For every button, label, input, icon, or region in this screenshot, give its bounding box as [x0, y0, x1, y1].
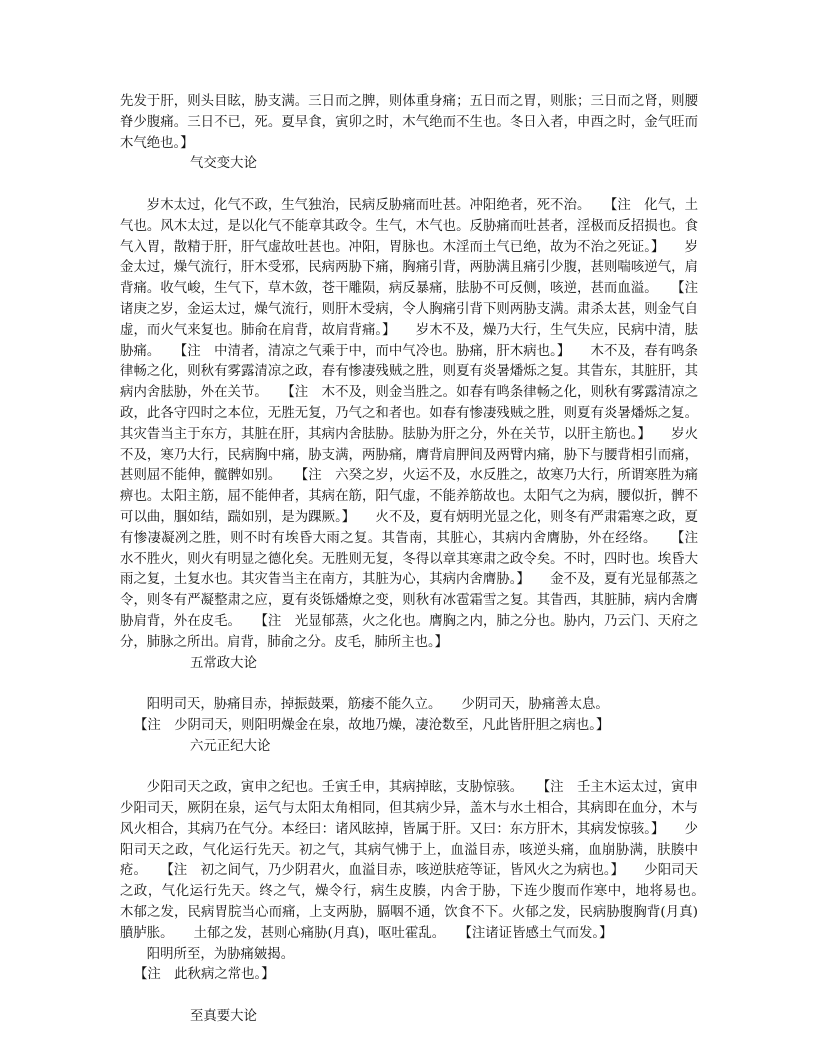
- paragraph-intro: 先发于肝，则头目眩，胁支满。三日而之脾，则体重身痛；五日而之胃，则胀；三日而之肾，则腰脊少腹痛。三日不已，死。夏早食，寅卯之时，木气绝而不生也。冬日入者，申酉之时，金气旺而木气绝也。】: [120, 94, 698, 151]
- paragraph-wuchangzheng: 阳明司天，胁痛目赤，掉振鼓栗，筋痿不能久立。 少阴司天，胁痛善太息。: [146, 697, 609, 713]
- note-yangming: 【注 此秋病之常也。】: [134, 967, 275, 983]
- paragraph-yangming: 阳明所至，为胁痛皴揭。: [146, 946, 295, 962]
- section-heading-liuyuanzhengji: 六元正纪大论: [190, 738, 271, 754]
- document-page: [120, 92, 725, 1028]
- section-heading-qijiaobian: 气交变大论: [190, 156, 257, 172]
- paragraph-qijiaobian: 岁木太过，化气不政，生气独治，民病反胁痛而吐甚。冲阳绝者，死不治。 【注 化气，土气也。风木太过，是以化气不能章其政令。生气，木气也。反胁痛而吐甚者，淫极而反招损也。食气入胃，散精于肝，肝气虚故吐甚也。冲阳，胃脉也。木淫而土气已绝，故为不治之死证。】 岁金太过，燥气流行，肝木受邪，民病两胁下痛，胸痛引背，两胁满且痛引少腹，甚则喘咳逆气，肩背痛。收气峻，生气下，草木敛，苍干雕陨，病反暴痛，胠胁不可反侧，咳逆，甚而血溢。 【注 诸庚之岁，金运太过，燥气流行，则肝木受病，令人胸痛引背下则两胁支满。肃杀太甚，则金气自虚，而火气来复也。肺俞在肩背，故肩背痛。】 岁木不及，燥乃大行，生气失应，民病中清，胠胁痛。 【注 中清者，清凉之气乘于中，而中气冷也。胁痛，肝木病也。】 木不及，春有鸣条律畅之化，则秋有雾露清凉之政，春有惨凄残贼之胜，则夏有炎暑燔烁之复。其眚东，其脏肝，其病内舍胠胁，外在关节。 【注 木不及，则金当胜之。如春有鸣条律畅之化，则秋有雾露清凉之政，此各守四时之本位，无胜无复，乃气之和者也。如春有惨凄残贼之胜，则夏有炎暑燔烁之复。其灾眚当主于东方，其脏在肝，其病内舍胠胁。胠胁为肝之分，外在关节，以肝主筋也。】 岁火不及，寒乃大行，民病胸中痛，胁支满，两胁痛，膺背肩胛间及两臂内痛，胁下与腰背相引而痛，甚则屈不能伸，髋髀如别。 【注 六癸之岁，火运不及，水反胜之，故寒乃大行，所谓寒胜为痛痹也。太阳主筋，屈不能伸者，其病在筋，阳气虚，不能养筋故也。太阳气之为病，腰似折，髀不可以曲，腘如结，踹如别，是为踝厥。】 火不及，夏有炳明光显之化，则冬有严肃霜寒之政，夏有惨凄凝冽之胜，则不时有埃昏大雨之复。其眚南，其脏心，其病内舍膺胁，外在经络。 【注 水不胜火，则火有明显之德化矣。无胜则无复，冬得以章其寒肃之政令矣。不时，四时也。埃昏大雨之复，土复水也。其灾眚当主在南方，其脏为心，其病内舍膺胁。】 金不及，夏有光显郁蒸之令，则冬有严凝整肃之应，夏有炎铄燔燎之变，则秋有冰雹霜雪之复。其眚西，其脏肺，病内舍膺胁肩背，外在皮毛。 【注 光显郁蒸，火之化也。膺胸之内，肺之分也。胁内，乃云门、天府之分，肺脉之所出。肩背，肺俞之分。皮毛，肺所主也。】: [120, 197, 712, 650]
- spacer: [120, 175, 698, 196]
- paragraph-liuyuanzhengji: 少阳司天之政，寅申之纪也。壬寅壬申，其病掉眩，支胁惊骇。 【注 壬主木运太过，寅申少阳司天，厥阴在泉，运气与太阳太角相同，但其病少异，盖木与水土相合，其病即在血分，木与风火相合，其病乃在气分。本经曰：诸风眩掉，皆属于肝。又曰：东方肝木，其病发惊骇。】 少阳司天之政，气化运行先天。初之气，其病气怫于上，血溢目赤，咳逆头痛，血崩胁满，肤腠中疮。 【注 初之间气，乃少阴君火，血溢目赤，咳逆肤疮等证，皆风火之为病也。】 少阳司天之政，气化运行先天。终之气，燥令行，病生皮腠，内舍于胁，下连少腹而作寒中，地将易也。 木郁之发，民病胃脘当心而痛，上支两胁，膈咽不通，饮食不下。火郁之发，民病胁腹胸背(月真)膹胪胀。 土郁之发，甚则心痛胁(月真)，呕吐霍乱。 【注诸证皆感土气而发。】: [120, 780, 725, 941]
- spacer: [120, 758, 698, 779]
- section-heading-zhizhenyao: 至真要大论: [190, 1009, 257, 1025]
- spacer: [120, 674, 698, 695]
- spacer: [120, 986, 698, 1007]
- section-heading-wuchangzheng: 五常政大论: [190, 655, 257, 671]
- note-wuchangzheng: 【注 少阴司天，则阳明燥金在泉，故地乃燥，凄沧数至，凡此皆肝胆之病也。】: [134, 717, 610, 733]
